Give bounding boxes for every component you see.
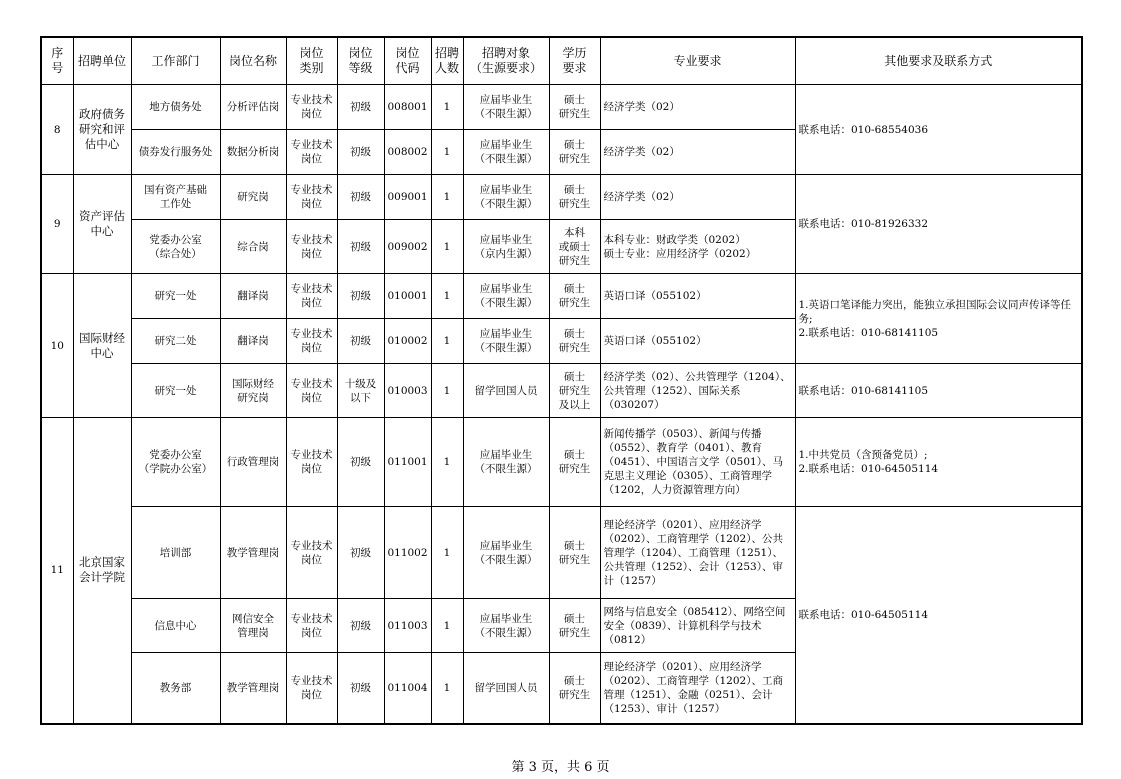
level-cell: 初级 bbox=[337, 130, 384, 175]
post-cell: 分析评估岗 bbox=[220, 85, 286, 130]
target-cell: 应届毕业生 （不限生源） bbox=[463, 319, 549, 364]
seq-cell: 9 bbox=[41, 175, 73, 274]
dept-cell: 研究一处 bbox=[131, 364, 220, 418]
category-cell: 专业技术 岗位 bbox=[286, 364, 337, 418]
seq-cell: 11 bbox=[41, 418, 73, 724]
target-cell: 留学回国人员 bbox=[463, 364, 549, 418]
contact-cell: 联系电话：010-68141105 bbox=[795, 364, 1082, 418]
dept-cell: 培训部 bbox=[131, 507, 220, 599]
post-cell: 数据分析岗 bbox=[220, 130, 286, 175]
dept-cell: 信息中心 bbox=[131, 599, 220, 653]
target-cell: 应届毕业生 （不限生源） bbox=[463, 418, 549, 507]
table-row bbox=[41, 175, 1082, 220]
contact-cell: 联系电话：010-68554036 bbox=[795, 85, 1082, 175]
category-cell: 专业技术 岗位 bbox=[286, 130, 337, 175]
dept-cell: 教务部 bbox=[131, 653, 220, 724]
header-unit: 招聘单位 bbox=[73, 37, 131, 85]
dept-cell: 债券发行服务处 bbox=[131, 130, 220, 175]
category-cell: 专业技术 岗位 bbox=[286, 319, 337, 364]
count-cell: 1 bbox=[431, 175, 463, 220]
unit-cell: 资产评估 中心 bbox=[73, 175, 131, 274]
education-cell: 硕士 研究生 bbox=[549, 319, 600, 364]
header-code: 岗位 代码 bbox=[384, 37, 431, 85]
seq-cell: 8 bbox=[41, 85, 73, 175]
dept-cell: 国有资产基础 工作处 bbox=[131, 175, 220, 220]
code-cell: 011001 bbox=[384, 418, 431, 507]
count-cell: 1 bbox=[431, 653, 463, 724]
seq-cell: 10 bbox=[41, 274, 73, 418]
dept-cell: 党委办公室 （学院办公室） bbox=[131, 418, 220, 507]
level-cell: 初级 bbox=[337, 220, 384, 274]
level-cell: 初级 bbox=[337, 599, 384, 653]
post-cell: 翻译岗 bbox=[220, 274, 286, 319]
header-dept: 工作部门 bbox=[131, 37, 220, 85]
unit-cell: 北京国家 会计学院 bbox=[73, 418, 131, 724]
category-cell: 专业技术 岗位 bbox=[286, 599, 337, 653]
major-cell: 经济学类（02） bbox=[600, 85, 795, 130]
code-cell: 011004 bbox=[384, 653, 431, 724]
post-cell: 教学管理岗 bbox=[220, 507, 286, 599]
category-cell: 专业技术 岗位 bbox=[286, 653, 337, 724]
header-other: 其他要求及联系方式 bbox=[795, 37, 1082, 85]
count-cell: 1 bbox=[431, 85, 463, 130]
code-cell: 011003 bbox=[384, 599, 431, 653]
education-cell: 硕士 研究生 bbox=[549, 274, 600, 319]
education-cell: 硕士 研究生 bbox=[549, 175, 600, 220]
header-seq: 序 号 bbox=[41, 37, 73, 85]
count-cell: 1 bbox=[431, 599, 463, 653]
contact-cell: 1.中共党员（含预备党员）; 2.联系电话：010-64505114 bbox=[795, 418, 1082, 507]
header-count: 招聘 人数 bbox=[431, 37, 463, 85]
header-major: 专业要求 bbox=[600, 37, 795, 85]
contact-cell: 1.英语口笔译能力突出，能独立承担国际会议同声传译等任务; 2.联系电话：010-68141105 bbox=[795, 274, 1082, 364]
unit-cell: 政府债务 研究和评 估中心 bbox=[73, 85, 131, 175]
category-cell: 专业技术 岗位 bbox=[286, 85, 337, 130]
major-cell: 经济学类（02） bbox=[600, 175, 795, 220]
table-row bbox=[41, 274, 1082, 319]
level-cell: 初级 bbox=[337, 274, 384, 319]
major-cell: 新闻传播学（0503）、新闻与传播（0552）、教育学（0401）、教育（0451）、中国语言文学（0501）、马克思主义理论（0305）、工商管理学（1202，人力资源管理方向） bbox=[600, 418, 795, 507]
code-cell: 009001 bbox=[384, 175, 431, 220]
target-cell: 应届毕业生 （不限生源） bbox=[463, 274, 549, 319]
count-cell: 1 bbox=[431, 220, 463, 274]
table-row bbox=[41, 418, 1082, 507]
level-cell: 初级 bbox=[337, 418, 384, 507]
dept-cell: 地方债务处 bbox=[131, 85, 220, 130]
header-category: 岗位 类别 bbox=[286, 37, 337, 85]
contact-cell: 联系电话：010-81926332 bbox=[795, 175, 1082, 274]
post-cell: 研究岗 bbox=[220, 175, 286, 220]
major-cell: 理论经济学（0201）、应用经济学（0202）、工商管理学（1202）、公共管理学（1204）、工商管理（1251）、公共管理（1252）、会计（1253）、审计（1257） bbox=[600, 507, 795, 599]
level-cell: 初级 bbox=[337, 653, 384, 724]
recruitment-table bbox=[40, 36, 1083, 725]
major-cell: 英语口译（055102） bbox=[600, 319, 795, 364]
code-cell: 008001 bbox=[384, 85, 431, 130]
code-cell: 009002 bbox=[384, 220, 431, 274]
major-cell: 理论经济学（0201）、应用经济学（0202）、工商管理学（1202）、工商管理（1251）、金融（0251）、会计（1253）、审计（1257） bbox=[600, 653, 795, 724]
count-cell: 1 bbox=[431, 274, 463, 319]
post-cell: 行政管理岗 bbox=[220, 418, 286, 507]
count-cell: 1 bbox=[431, 319, 463, 364]
level-cell: 十级及 以下 bbox=[337, 364, 384, 418]
post-cell: 综合岗 bbox=[220, 220, 286, 274]
category-cell: 专业技术 岗位 bbox=[286, 175, 337, 220]
target-cell: 留学回国人员 bbox=[463, 653, 549, 724]
count-cell: 1 bbox=[431, 418, 463, 507]
post-cell: 教学管理岗 bbox=[220, 653, 286, 724]
dept-cell: 党委办公室 （综合处） bbox=[131, 220, 220, 274]
dept-cell: 研究二处 bbox=[131, 319, 220, 364]
table-row bbox=[41, 507, 1082, 599]
count-cell: 1 bbox=[431, 364, 463, 418]
table-row bbox=[41, 85, 1082, 130]
code-cell: 011002 bbox=[384, 507, 431, 599]
level-cell: 初级 bbox=[337, 85, 384, 130]
education-cell: 硕士 研究生 bbox=[549, 130, 600, 175]
header-level: 岗位 等级 bbox=[337, 37, 384, 85]
target-cell: 应届毕业生 （不限生源） bbox=[463, 85, 549, 130]
contact-cell: 联系电话：010-64505114 bbox=[795, 507, 1082, 724]
header-post: 岗位名称 bbox=[220, 37, 286, 85]
code-cell: 008002 bbox=[384, 130, 431, 175]
major-cell: 经济学类（02）、公共管理学（1204）、公共管理（1252）、国际关系（030207） bbox=[600, 364, 795, 418]
major-cell: 本科专业：财政学类（0202） 硕士专业：应用经济学（0202） bbox=[600, 220, 795, 274]
code-cell: 010001 bbox=[384, 274, 431, 319]
dept-cell: 研究一处 bbox=[131, 274, 220, 319]
target-cell: 应届毕业生 （不限生源） bbox=[463, 175, 549, 220]
post-cell: 国际财经 研究岗 bbox=[220, 364, 286, 418]
target-cell: 应届毕业生 （不限生源） bbox=[463, 507, 549, 599]
target-cell: 应届毕业生 （京内生源） bbox=[463, 220, 549, 274]
unit-cell: 国际财经 中心 bbox=[73, 274, 131, 418]
level-cell: 初级 bbox=[337, 507, 384, 599]
category-cell: 专业技术 岗位 bbox=[286, 418, 337, 507]
category-cell: 专业技术 岗位 bbox=[286, 220, 337, 274]
category-cell: 专业技术 岗位 bbox=[286, 274, 337, 319]
target-cell: 应届毕业生 （不限生源） bbox=[463, 599, 549, 653]
major-cell: 网络与信息安全（085412）、网络空间安全（0839）、计算机科学与技术（0812） bbox=[600, 599, 795, 653]
education-cell: 硕士 研究生 bbox=[549, 653, 600, 724]
level-cell: 初级 bbox=[337, 319, 384, 364]
header-target: 招聘对象 （生源要求） bbox=[463, 37, 549, 85]
target-cell: 应届毕业生 （不限生源） bbox=[463, 130, 549, 175]
header-row bbox=[41, 37, 1082, 85]
education-cell: 硕士 研究生 及以上 bbox=[549, 364, 600, 418]
education-cell: 硕士 研究生 bbox=[549, 599, 600, 653]
post-cell: 网信安全 管理岗 bbox=[220, 599, 286, 653]
code-cell: 010003 bbox=[384, 364, 431, 418]
education-cell: 本科 或硕士 研究生 bbox=[549, 220, 600, 274]
count-cell: 1 bbox=[431, 507, 463, 599]
header-education: 学历 要求 bbox=[549, 37, 600, 85]
category-cell: 专业技术 岗位 bbox=[286, 507, 337, 599]
education-cell: 硕士 研究生 bbox=[549, 418, 600, 507]
code-cell: 010002 bbox=[384, 319, 431, 364]
page-number: 第 3 页，共 6 页 bbox=[511, 760, 610, 775]
post-cell: 翻译岗 bbox=[220, 319, 286, 364]
count-cell: 1 bbox=[431, 130, 463, 175]
major-cell: 经济学类（02） bbox=[600, 130, 795, 175]
education-cell: 硕士 研究生 bbox=[549, 507, 600, 599]
major-cell: 英语口译（055102） bbox=[600, 274, 795, 319]
table-row bbox=[41, 364, 1082, 418]
level-cell: 初级 bbox=[337, 175, 384, 220]
education-cell: 硕士 研究生 bbox=[549, 85, 600, 130]
